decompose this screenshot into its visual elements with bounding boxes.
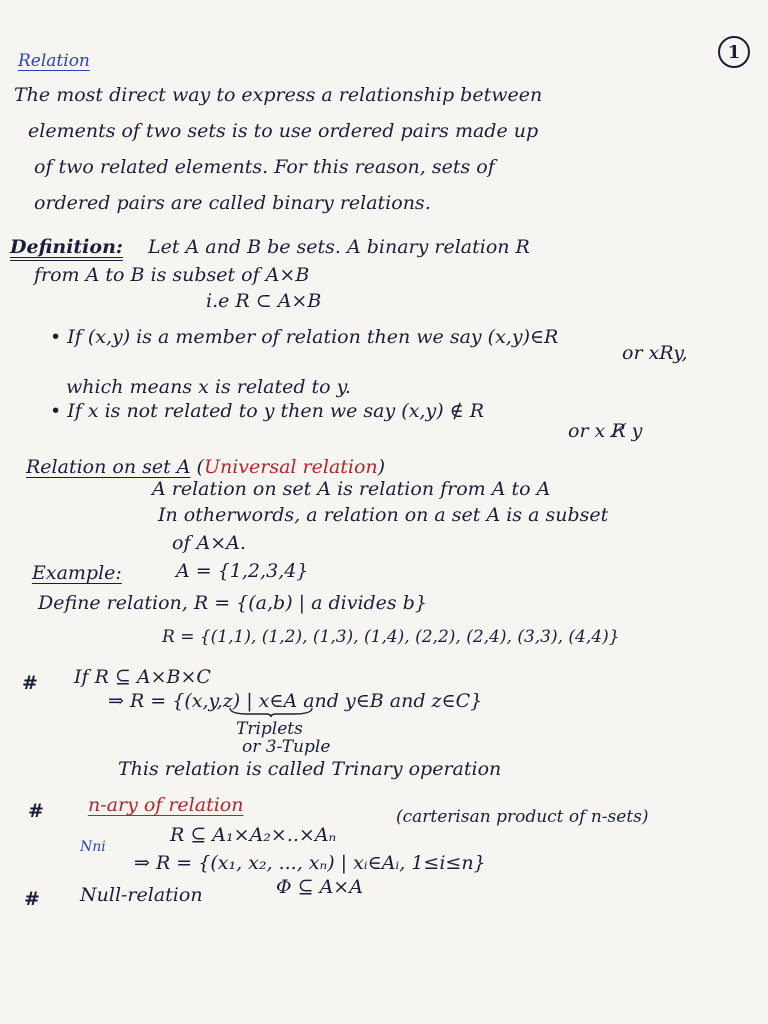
nary-hash: # — [28, 800, 44, 822]
universal-heading: Relation on set A — [26, 456, 191, 478]
page-title: Relation — [18, 51, 90, 71]
example-set: A = {1,2,3,4} — [176, 560, 309, 582]
triplet-hash: # — [22, 672, 38, 694]
triplet-brace — [228, 706, 314, 718]
example-result: R = {(1,1), (1,2), (1,3), (1,4), (2,2), (2,4), (3,3), (4,4)} — [162, 627, 620, 647]
intro-line-2: elements of two sets is to use ordered pairs made up — [28, 120, 539, 142]
intro-line-4: ordered pairs are called binary relations. — [34, 192, 431, 214]
null-hash: # — [24, 888, 40, 910]
triplet-line-2: ⇒ R = {(x,y,z) | x∈A and y∈B and z∈C} — [108, 690, 483, 712]
nary-line-1: R ⊆ A₁×A₂×..×Aₙ — [170, 824, 337, 846]
universal-line-3: of A×A. — [172, 532, 246, 554]
universal-line-2: In otherwords, a relation on a set A is a subset — [158, 504, 609, 526]
null-label: Null-relation — [80, 884, 203, 906]
example-label: Example: — [32, 562, 122, 584]
intro-line-3: of two related elements. For this reason, sets of — [34, 156, 495, 178]
bullet-member-meaning: which means x is related to y. — [66, 376, 351, 398]
null-formula: Φ ⊆ A×A — [276, 876, 363, 898]
example-define: Define relation, R = {(a,b) | a divides b} — [38, 592, 427, 614]
universal-paren-close: ) — [377, 456, 386, 478]
triplet-line-3: This relation is called Trinary operation — [118, 758, 502, 780]
nary-line-2: ⇒ R = {(x₁, x₂, ..., xₙ) | xᵢ∈Aᵢ, 1≤i≤n} — [134, 852, 486, 874]
page-number: 1 — [718, 36, 750, 68]
nary-margin-note: Nni — [80, 839, 106, 855]
nary-note: (carterisan product of n-sets) — [396, 807, 649, 827]
triplet-line-1: If R ⊆ A×B×C — [74, 666, 211, 688]
bullet-not-member: • If x is not related to y then we say (x,y) ∉ R — [50, 400, 485, 422]
triplet-label-1: Triplets — [236, 719, 303, 739]
definition-line-1: Let A and B be sets. A binary relation R — [148, 236, 530, 258]
nary-heading: n-ary of relation — [88, 794, 244, 816]
bullet-not-member-alt: or x R̸ y — [568, 420, 643, 442]
universal-label: Universal relation — [203, 456, 378, 478]
triplet-label-2: or 3-Tuple — [242, 737, 331, 757]
universal-paren-open: ( — [196, 456, 204, 478]
bullet-member: • If (x,y) is a member of relation then we say (x,y)∈R — [50, 326, 559, 348]
universal-line-1: A relation on set A is relation from A to A — [152, 478, 551, 500]
universal-heading-row — [26, 456, 385, 478]
definition-line-2: from A to B is subset of A×B — [34, 264, 310, 286]
definition-label: Definition: — [10, 236, 123, 258]
intro-line-1: The most direct way to express a relationship between — [14, 84, 543, 106]
bullet-member-alt: or xRy, — [622, 342, 688, 364]
definition-line-3: i.e R ⊂ A×B — [206, 290, 322, 312]
